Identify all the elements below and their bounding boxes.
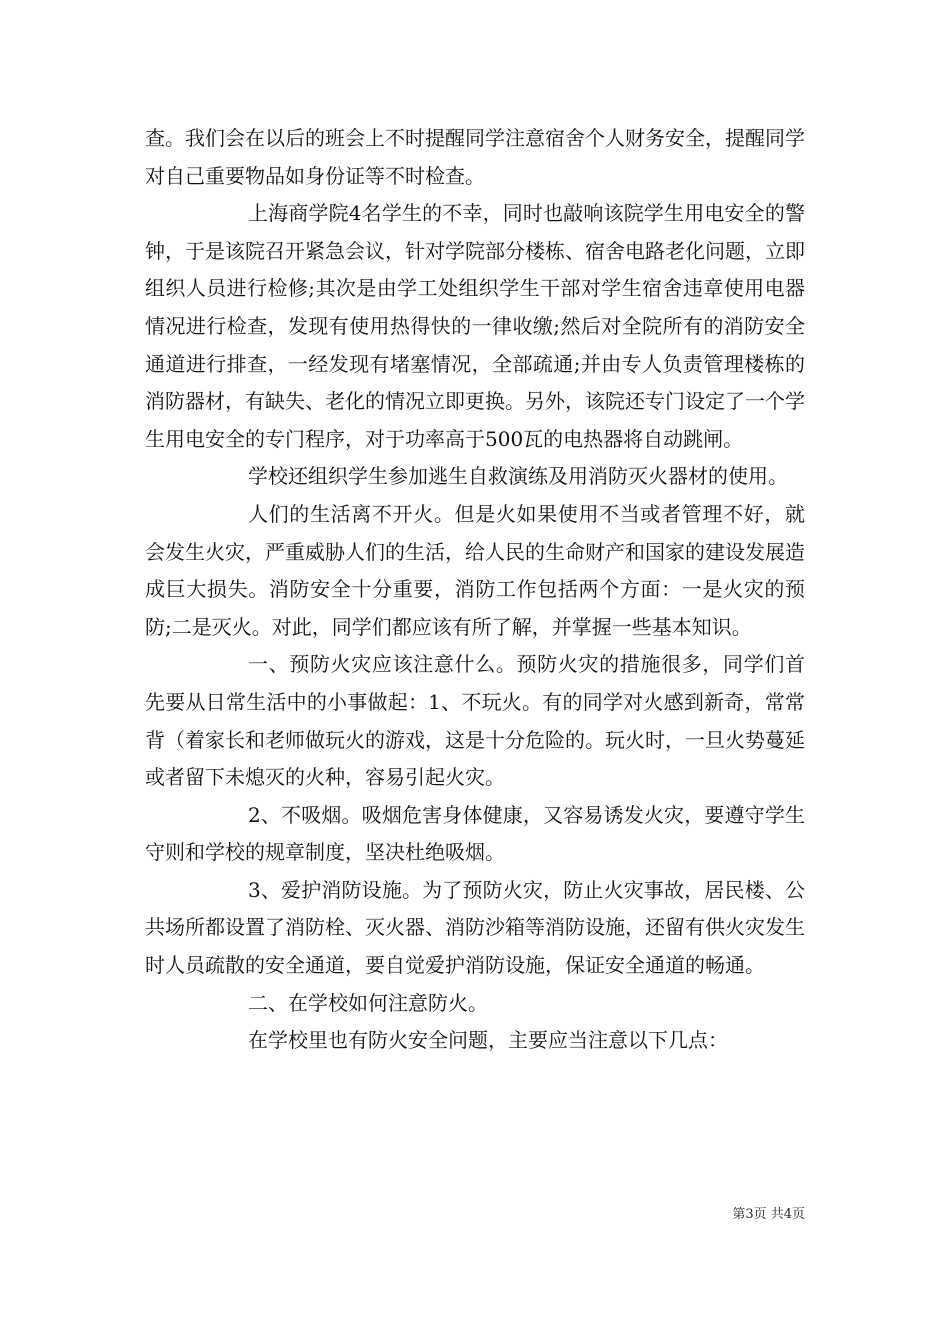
paragraph-6: 2、不吸烟。吸烟危害身体健康，又容易诱发火灾，要遵守学生守则和学校的规章制度，坚决杜绝吸烟。 [145,802,805,865]
paragraph-4: 人们的生活离不开火。但是火如果使用不当或者管理不好，就会发生火灾，严重威胁人们的生活，给人民的生命财产和国家的建设发展造成巨大损失。消防安全十分重要，消防工作包括两个方面：一是火灾的预防;二是灭火。对此，同学们都应该有所了解，并掌握一些基本知识。 [145,501,805,639]
paragraph-3: 学校还组织学生参加逃生自救演练及用消防灭火器材的使用。 [248,464,788,489]
document-body [145,120,805,1060]
paragraph-1: 查。我们会在以后的班会上不时提醒同学注意宿舍个人财务安全，提醒同学对自己重要物品如身份证等不时检查。 [145,126,805,188]
paragraph-2: 上海商学院4名学生的不幸，同时也敲响该院学生用电安全的警钟，于是该院召开紧急会议，针对学院部分楼栋、宿舍电路老化问题，立即组织人员进行检修;其次是由学工处组织学生干部对学生宿舍违章使用电器情况进行检查，发现有使用热得快的一律收缴;然后对全院所有的消防安全通道进行排查，一经发现有堵塞情况，全部疏通;并由专人负责管理楼栋的消防器材，有缺失、老化的情况立即更换。另外，该院还专门设定了一个学生用电安全的专门程序，对于功率高于500瓦的电热器将自动跳闸。 [145,201,805,451]
paragraph-8: 二、在学校如何注意防火。 [248,990,488,1015]
paragraph-9: 在学校里也有防火安全问题，主要应当注意以下几点： [248,1028,728,1053]
page-number-footer: 第3页 共4页 [732,1207,805,1222]
paragraph-7: 3、爱护消防设施。为了预防火灾，防止火灾事故，居民楼、公共场所都设置了消防栓、灭火器、消防沙箱等消防设施，还留有供火灾发生时人员疏散的安全通道，要自觉爱护消防设施，保证安全通道的畅通。 [145,877,805,978]
paragraph-5: 一、预防火灾应该注意什么。预防火灾的措施很多，同学们首先要从日常生活中的小事做起：1、不玩火。有的同学对火感到新奇，常常背（着家长和老师做玩火的游戏，这是十分危险的。玩火时，一旦火势蔓延或者留下未熄灭的火种，容易引起火灾。 [145,652,805,790]
